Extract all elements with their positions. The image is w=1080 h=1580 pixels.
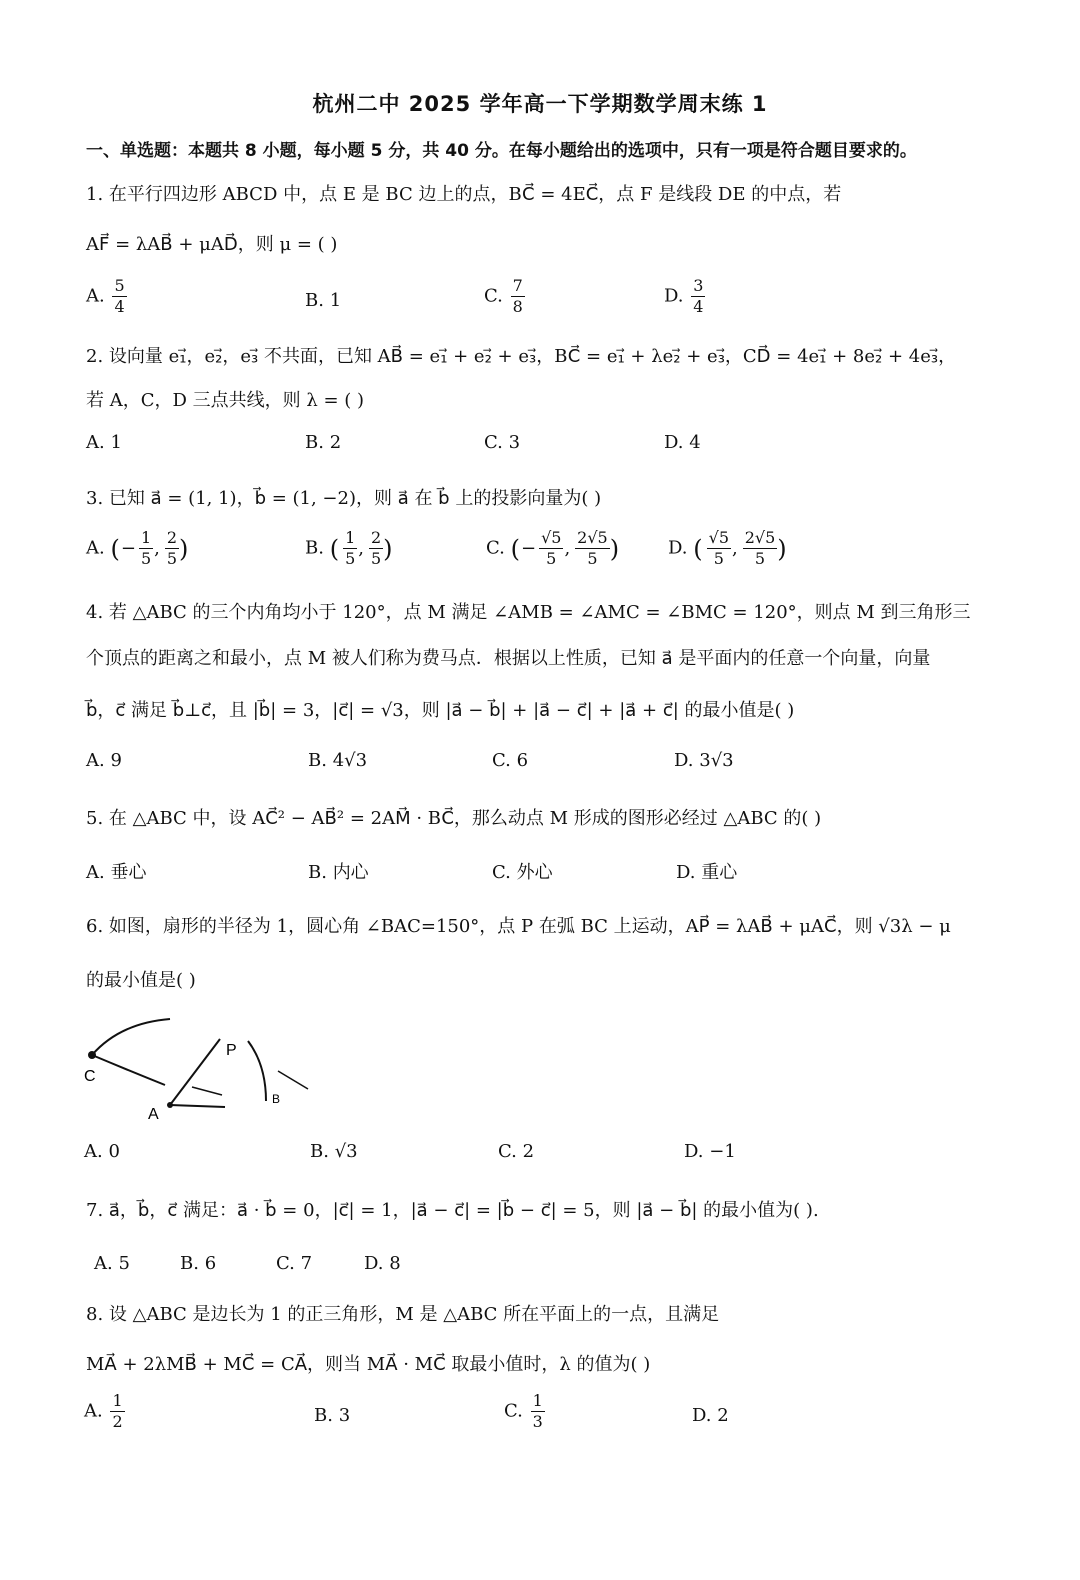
q7-option-c[interactable]: C. 7	[276, 1253, 313, 1274]
q6-option-a[interactable]: A. 0	[84, 1141, 120, 1162]
label-b: B	[272, 1092, 281, 1106]
q7-option-a[interactable]: A. 5	[94, 1253, 130, 1274]
q2-line-2: 若 A，C，D 三点共线，则 λ = ( )	[86, 390, 365, 411]
q4-option-d[interactable]: D. 3√3	[674, 750, 734, 771]
q5-option-a[interactable]: A. 垂心	[86, 862, 147, 883]
q1-line-2: AF⃗ = λAB⃗ + μAD⃗，则 μ = ( )	[86, 234, 338, 255]
q2-option-a[interactable]: A. 1	[86, 432, 122, 453]
q6-line-1: 6. 如图，扇形的半径为 1，圆心角 ∠BAC=150°，点 P 在弧 BC 上运动，AP⃗ = λAB⃗ + μAC⃗，则 √3λ − μ	[86, 916, 951, 937]
q6-option-d[interactable]: D. −1	[684, 1141, 736, 1162]
label-c: C	[84, 1068, 96, 1085]
q4-line-1: 4. 若 △ABC 的三个内角均小于 120°，点 M 满足 ∠AMB = ∠AMC = ∠BMC = 120°，则点 M 到三角形三	[86, 602, 971, 623]
stroke-mark	[192, 1087, 222, 1095]
fraction: $\frac{2√5}{5}$	[577, 528, 608, 568]
fraction: $\frac{2}{5}$	[166, 528, 178, 568]
q2-option-c[interactable]: C. 3	[484, 432, 521, 453]
q8-line-1: 8. 设 △ABC 是边长为 1 的正三角形，M 是 △ABC 所在平面上的一点，且满足	[86, 1304, 720, 1325]
fraction: $\frac{5}{4}$	[114, 276, 125, 316]
q4-option-b[interactable]: B. 4√3	[308, 750, 368, 771]
q8-option-a[interactable]: A. $\frac{1}{2}$	[84, 1391, 123, 1431]
arc-c	[92, 1019, 170, 1055]
q3-option-a[interactable]: A. (− $\frac{1}{5}$ , $\frac{2}{5}$ )	[86, 528, 189, 568]
radius-ab	[170, 1105, 225, 1107]
q6-option-c[interactable]: C. 2	[498, 1141, 535, 1162]
point-c	[88, 1051, 96, 1059]
q6-line-2: 的最小值是( )	[86, 970, 196, 991]
section-heading: 一、单选题：本题共 8 小题，每小题 5 分，共 40 分。在每小题给出的选项中，只有一项是符合题目要求的。	[86, 141, 917, 161]
q1-option-c[interactable]: C. $\frac{7}{8}$	[484, 276, 523, 316]
q8-option-d[interactable]: D. 2	[692, 1405, 729, 1426]
radius-ac	[92, 1055, 165, 1085]
q2-option-d[interactable]: D. 4	[664, 432, 701, 453]
q4-line-2: 个顶点的距离之和最小，点 M 被人们称为费马点．根据以上性质，已知 a⃗ 是平面内的任意一个向量，向量	[86, 648, 931, 669]
fraction: $\frac{2}{5}$	[370, 528, 382, 568]
q5-line-1: 5. 在 △ABC 中，设 AC⃗² − AB⃗² = 2AM⃗ · BC⃗，那么动点 M 形成的图形必经过 △ABC 的( )	[86, 808, 822, 829]
fraction: $\frac{1}{5}$	[345, 528, 356, 568]
fraction: $\frac{√5}{5}$	[541, 528, 562, 568]
point-a	[167, 1102, 173, 1108]
q7-option-b[interactable]: B. 6	[180, 1253, 217, 1274]
fraction: $\frac{1}{2}$	[112, 1391, 123, 1431]
q3-line-1: 3. 已知 a⃗ = (1, 1)，b⃗ = (1, −2)，则 a⃗ 在 b⃗ 上的投影向量为( )	[86, 488, 602, 509]
q4-line-3: b⃗，c⃗ 满足 b⃗⊥c⃗，且 |b⃗| = 3，|c⃗| = √3，则 |a⃗ − b⃗| + |a⃗ − c⃗| + |a⃗ + c⃗| 的最小值是( )	[86, 700, 795, 721]
q2-line-1: 2. 设向量 e₁⃗，e₂⃗，e₃⃗ 不共面，已知 AB⃗ = e₁⃗ + e₂⃗ + e₃⃗，BC⃗ = e₁⃗ + λe₂⃗ + e₃⃗，CD⃗ = 4e₁⃗ + 8e₂⃗ + 4e₃⃗，	[86, 346, 957, 367]
q4-option-c[interactable]: C. 6	[492, 750, 529, 771]
fraction: $\frac{3}{4}$	[693, 276, 704, 316]
arc-b	[248, 1041, 266, 1101]
q3-option-d[interactable]: D. ( $\frac{√5}{5}$ , $\frac{2√5}{5}$ )	[668, 528, 787, 568]
q8-option-b[interactable]: B. 3	[314, 1405, 351, 1426]
sector-figure	[70, 1005, 330, 1135]
q4-option-a[interactable]: A. 9	[86, 750, 122, 771]
label-a: A	[148, 1106, 159, 1123]
q7-option-d[interactable]: D. 8	[364, 1253, 401, 1274]
radius-ap	[170, 1039, 220, 1105]
fraction: $\frac{7}{8}$	[512, 276, 523, 316]
q1-option-b[interactable]: B. 1	[305, 290, 342, 311]
fraction: $\frac{√5}{5}$	[708, 528, 729, 568]
q2-option-b[interactable]: B. 2	[305, 432, 342, 453]
q3-option-c[interactable]: C. (− $\frac{√5}{5}$ , $\frac{2√5}{5}$ )	[486, 528, 620, 568]
page-title: 杭州二中 2025 学年高一下学期数学周末练 1	[312, 92, 768, 116]
label-p: P	[226, 1042, 237, 1059]
q7-line-1: 7. a⃗，b⃗，c⃗ 满足：a⃗ · b⃗ = 0，|c⃗| = 1，|a⃗ − c⃗| = |b⃗ − c⃗| = 5，则 |a⃗ − b⃗| 的最小值为( ).	[86, 1200, 819, 1221]
q1-line-1: 1. 在平行四边形 ABCD 中，点 E 是 BC 边上的点，BC⃗ = 4EC⃗，点 F 是线段 DE 的中点，若	[86, 184, 842, 205]
q5-option-c[interactable]: C. 外心	[492, 862, 553, 883]
q3-option-b[interactable]: B. ( $\frac{1}{5}$ , $\frac{2}{5}$ )	[305, 528, 393, 568]
stroke-mark-2	[278, 1071, 308, 1089]
q5-option-b[interactable]: B. 内心	[308, 862, 369, 883]
q1-option-d[interactable]: D. $\frac{3}{4}$	[664, 276, 704, 316]
fraction: $\frac{1}{3}$	[532, 1391, 543, 1431]
q1-option-a[interactable]: A. $\frac{5}{4}$	[86, 276, 125, 316]
fraction: $\frac{2√5}{5}$	[744, 528, 776, 568]
fraction: $\frac{1}{5}$	[140, 528, 152, 568]
q8-option-c[interactable]: C. $\frac{1}{3}$	[504, 1391, 543, 1431]
q8-line-2: MA⃗ + 2λMB⃗ + MC⃗ = CA⃗，则当 MA⃗ · MC⃗ 取最小值时，λ 的值为( )	[86, 1354, 651, 1375]
q6-option-b[interactable]: B. √3	[310, 1141, 358, 1162]
q5-option-d[interactable]: D. 重心	[676, 862, 738, 883]
